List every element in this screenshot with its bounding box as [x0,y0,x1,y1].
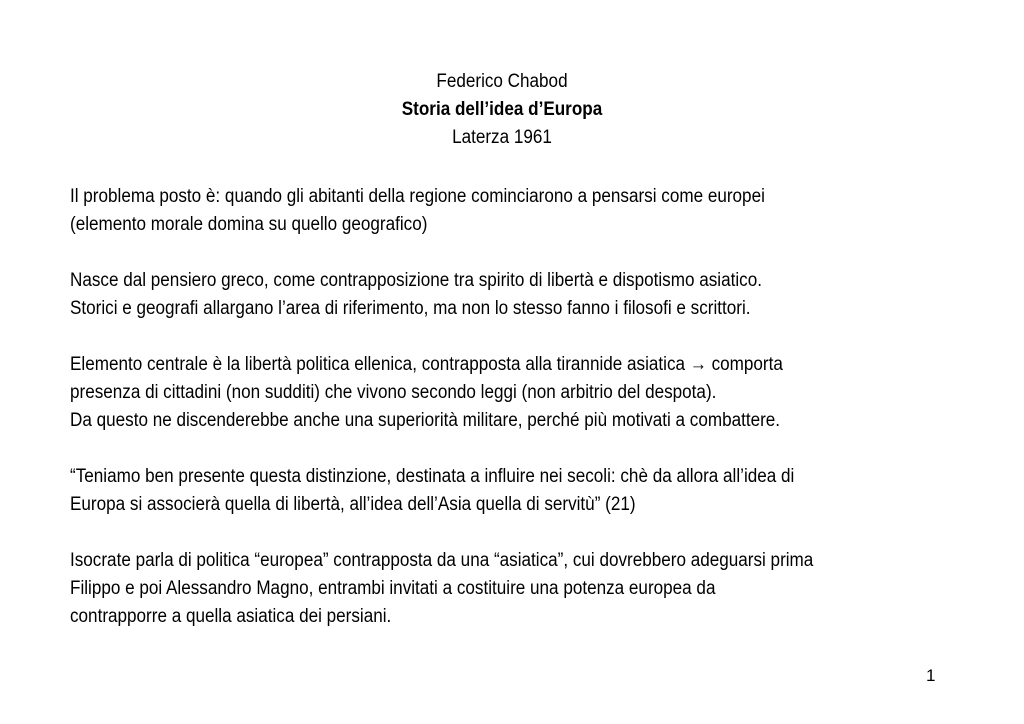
paragraph-5 [70,547,950,631]
page-number: 1 [926,666,936,685]
text-line: Europa si associerà quella di libertà, all’idea dell’Asia quella di servitù” (21) [70,494,636,515]
text-line: Isocrate parla di politica “europea” contrapposta da una “asiatica”, cui dovrebbero adeguarsi prima [70,550,814,571]
text-line: Elemento centrale è la libertà politica ellenica, contrapposta alla tirannide asiatica → comporta [70,354,783,375]
text-line: Il problema posto è: quando gli abitanti della regione cominciarono a pensarsi come europei [70,186,765,207]
text-line: presenza di cittadini (non sudditi) che vivono secondo leggi (non arbitrio del despota). [70,382,717,403]
text-line: Da questo ne discenderebbe anche una superiorità militare, perché più motivati a combattere. [70,410,781,431]
paragraph-2 [70,267,950,323]
text-line: Storici e geografi allargano l’area di riferimento, ma non lo stesso fanno i filosofi e scrittori. [70,298,751,319]
text-line: Filippo e poi Alessandro Magno, entrambi invitati a costituire una potenza europea da [70,578,716,599]
text-line: “Teniamo ben presente questa distinzione, destinata a influire nei secoli: chè da allora all’idea di [70,466,795,487]
publisher-info: Laterza 1961 [452,127,552,148]
text-line: Nasce dal pensiero greco, come contrapposizione tra spirito di libertà e dispotismo asiatico. [70,270,762,291]
text-line: (elemento morale domina su quello geografico) [70,214,428,235]
document-header [0,68,1004,152]
paragraph-1 [70,183,950,239]
book-title: Storia dell’idea d’Europa [401,99,603,120]
text-line: contrapporre a quella asiatica dei persiani. [70,606,392,627]
author-name: Federico Chabod [436,71,568,92]
paragraph-3 [70,351,950,435]
document-body [70,183,950,659]
paragraph-4 [70,463,950,519]
